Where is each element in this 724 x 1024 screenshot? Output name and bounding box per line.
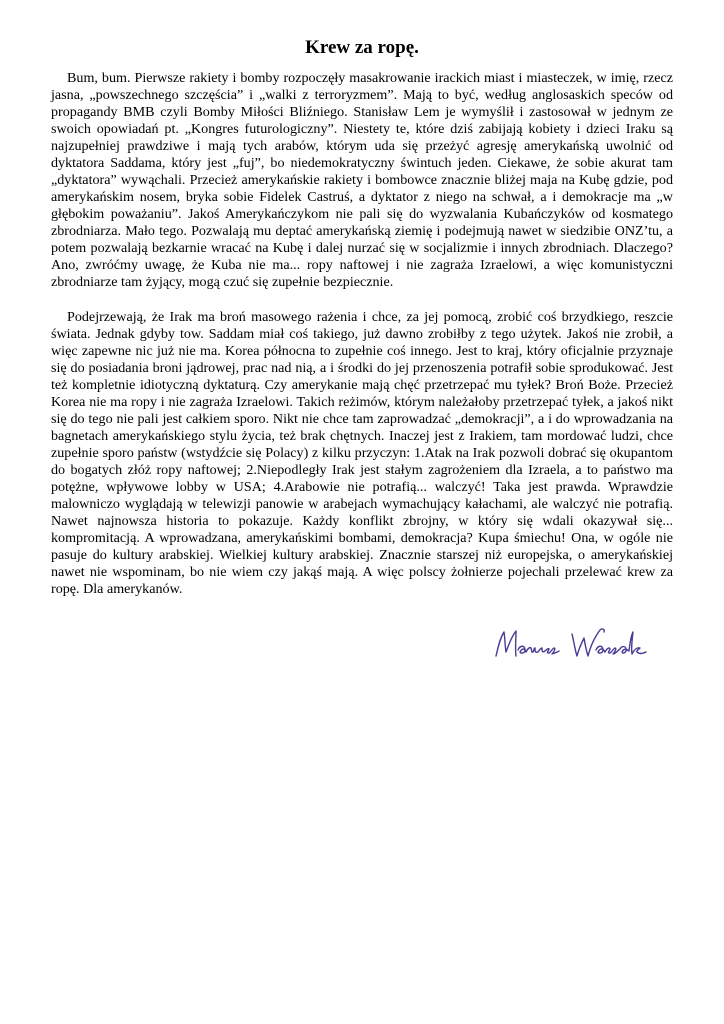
document-title: Krew za ropę. <box>305 37 419 58</box>
handwritten-signature <box>492 626 652 662</box>
paragraph-2: Podejrzewają, że Irak ma broń masowego rażenia i chce, za jej pomocą, zrobić coś brzydkiego, reszcie świata. Jednak gdyby tow. Saddam miał coś takiego, już dawno zrobiłby z tego użytek. Jakoś nie zrobił, a więc zapewne nic już nie ma. Korea północna to zupełnie coś innego. Jest to kraj, który oficjalnie przyznaje się do posiadania broni jądrowej, prac nad nią, a i środki do jej przenoszenia potrafił sobie sprodukować. Jest też kompletnie idiotyczną dyktaturą. Czy amerykanie mają chęć przetrzepać mu tyłek? Broń Boże. Przecież Korea nie ma ropy i nie zagraża Izraelowi. Takich reżimów, którym należałoby przetrzepać tyłek, a jakoś nikt się do tego nie pali jest całkiem sporo. Nikt nie chce tam zaprowadzać „demokracji”, a i do wprowadzania na bagnetach amerykańskiego stylu życia, też brak chętnych. Inaczej jest z Irakiem, tam mordować ludzi, chce zupełnie sporo państw (wstydźcie się Polacy) z kilku przyczyn: 1.Atak na Irak pozwoli dobrać się okupantom do bogatych złóż ropy naftowej; 2.Niepodległy Irak jest stałym zagrożeniem dla Izraela, a to państwo ma potężne, wpływowe lobby w USA; 4.Arabowie nie potrafią... walczyć! Taka jest prawda. Wprawdzie malowniczo wyglądają w telewizji panowie w arabejach wymachujący kałachami, ale walczyć nie potrafią. Nawet najnowsza historia to pokazuje. Każdy konflikt zbrojny, w który się wdali okazywał się... kompromitacją. A wprowadzana, amerykańskimi bombami, demokracja? Kupa śmiechu! Ona, w ogóle nie pasuje do kultury arabskiej. Wielkiej kultury arabskiej. Znacznie starszej niż europejska, o amerykańskiej nawet nie wspominam, bo nie wiem czy jakąś mają. A więc polscy żołnierze pojechali przelewać krew za ropę. Dla amerykanów. <box>51 309 673 597</box>
paragraph-1: Bum, bum. Pierwsze rakiety i bomby rozpoczęły masakrowanie irackich miast i miasteczek, w imię, rzecz jasna, „powszechnego szczęścia” i „walki z terroryzmem”. Mają to być, według anglosaskich speców od propagandy BMB czyli Bomby Miłości Bliźniego. Stanisław Lem je wymyślił i zastosował w jednym ze swoich opowiadań pt. „Kongres futurologiczny”. Niestety te, które dziś zabijają kobiety i dzieci Iraku są najzupełniej prawdziwe i mają tych arabów, którym uda się przeżyć agresję amerykańską uwolnić od dyktatora Saddama, który jest „fuj”, bo niedemokratyczny świntuch jeden. Ciekawe, że sobie akurat tam „dyktatora” wywąchali. Przecież amerykańskie rakiety i bombowce znacznie bliżej maja na Kubę gdzie, pod amerykańskim nosem, bryka sobie Fidelek Castruś, a dyktator z niego na schwał, a i demokracje ma „w głębokim poważaniu”. Jakoś Amerykańczykom nie pali się do wyzwalania Kubańczyków od kosmatego zbrodniarza. Mało tego. Pozwalają mu deptać amerykańską ziemię i podejmują nawet w siedzibie ONZ’tu, a potem pozwalają bezkarnie wracać na Kubę i dalej nurzać się w socjalizmie i innych zbrodniach. Dlaczego? Ano, zwróćmy uwagę, że Kuba nie ma... ropy naftowej i nie zagraża Izraelowi, a więc komunistyczni zbrodniarze tam żyjący, mogą czuć się zupełnie bezpiecznie. <box>51 70 673 290</box>
document-body <box>51 70 673 598</box>
